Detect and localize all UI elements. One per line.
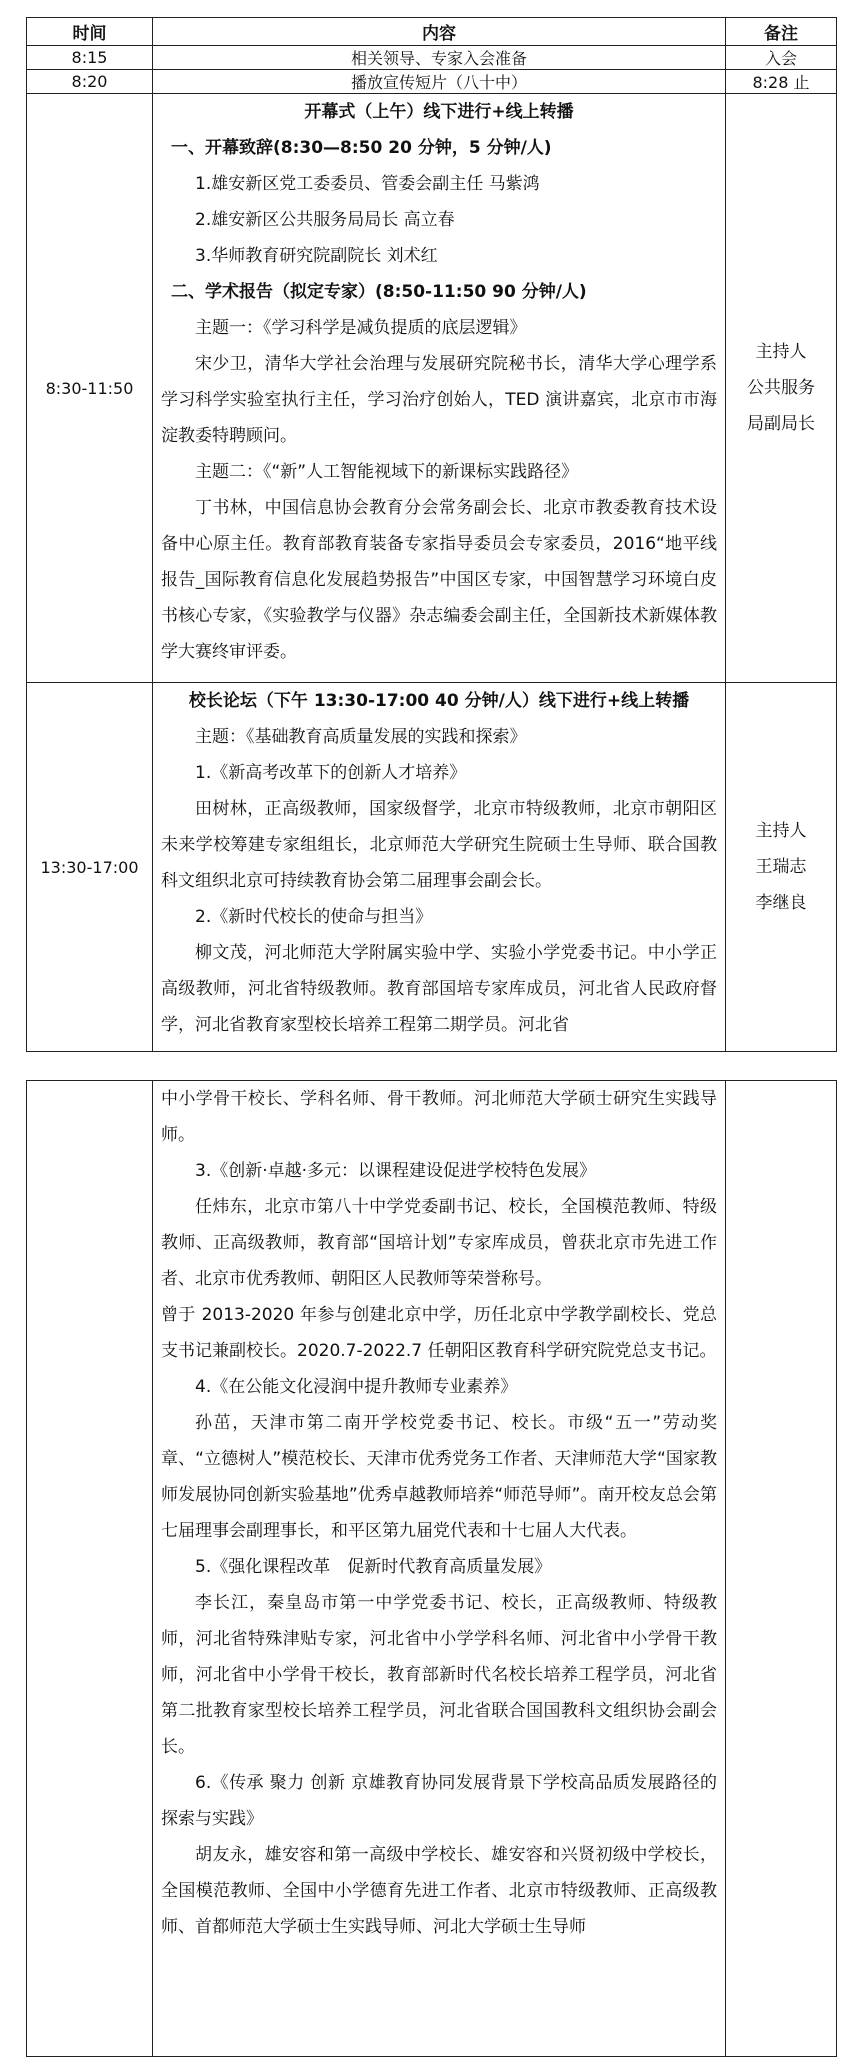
afternoon-content-continued	[153, 1081, 726, 2057]
speaker-bio: 李长江，秦皇岛市第一中学党委书记、校长，正高级教师、特级教师，河北省特殊津贴专家，河北省中小学学科名师、河北省中小学骨干教师，河北省中小学骨干校长，教育部新时代名校长培养工程学员，河北省第二批教育家型校长培养工程学员，河北省联合国国教科文组织协会副会长。	[161, 1593, 717, 1757]
speaker-bio: 宋少卫，清华大学社会治理与发展研究院秘书长，清华大学心理学系学习科学实验室执行主任，学习治疗创始人，TED 演讲嘉宾，北京市市海淀教委特聘顾问。	[161, 354, 717, 446]
row-note: 8:28 止	[726, 70, 837, 94]
topic-title: 4.《在公能文化浸润中提升教师专业素养》	[195, 1377, 518, 1397]
row-content: 播放宣传短片（八十中）	[153, 70, 726, 94]
row-time: 8:15	[27, 46, 153, 70]
speaker-item: 3.华师教育研究院副院长 刘术红	[195, 246, 438, 266]
speaker-item: 1.雄安新区党工委委员、管委会副主任 马紫鸿	[195, 174, 540, 194]
note-line: 主持人	[755, 821, 807, 841]
afternoon-note	[726, 683, 837, 1052]
speaker-bio: 胡友永，雄安容和第一高级中学校长、雄安容和兴贤初级中学校长，全国模范教师、全国中小学德育先进工作者、北京市特级教师、正高级教师、首都师范大学硕士生实践导师、河北大学硕士生导师	[161, 1845, 717, 1937]
academic-report-heading: 二、学术报告（拟定专家）(8:50-11:50 90 分钟/人)	[171, 282, 587, 302]
speaker-bio: 孙茁，天津市第二南开学校党委书记、校长。市级“五一”劳动奖章、“立德树人”模范校长、天津市优秀党务工作者、天津师范大学“国家教师发展协同创新实验基地”优秀卓越教师培养“师范导师”。南开校友总会第七届理事会副理事长，和平区第九届党代表和十七届人大代表。	[161, 1413, 717, 1541]
afternoon-row	[27, 683, 837, 1052]
topic-title: 6.《传承 聚力 创新 京雄教育协同发展背景下学校高品质发展路径的探索与实践》	[161, 1773, 717, 1829]
note-line: 李继良	[755, 893, 807, 913]
morning-note	[726, 94, 837, 683]
afternoon-content	[153, 683, 726, 1052]
speaker-bio: 曾于 2013-2020 年参与创建北京中学，历任北京中学教学副校长、党总支书记兼副校长。2020.7-2022.7 任朝阳区教育科学研究院党总支书记。	[161, 1305, 717, 1361]
opening-speech-heading: 一、开幕致辞(8:30—8:50 20 分钟，5 分钟/人)	[171, 138, 552, 158]
speaker-bio: 丁书林，中国信息协会教育分会常务副会长、北京市教委教育技术设备中心原主任。教育部教育装备专家指导委员会专家委员，2016“地平线报告_国际教育信息化发展趋势报告”中国区专家，中国智慧学习环境白皮书核心专家，《实验教学与仪器》杂志编委会副主任，全国新技术新媒体教学大赛终审评委。	[161, 498, 717, 662]
note-line: 公共服务	[747, 378, 815, 398]
speaker-item: 2.雄安新区公共服务局局长 高立春	[195, 210, 455, 230]
topic-title: 2.《新时代校长的使命与担当》	[195, 907, 433, 927]
header-note: 备注	[726, 18, 837, 46]
topic-title: 主题二：《“新”人工智能视域下的新课标实践路径》	[195, 462, 579, 482]
forum-theme: 主题：《基础教育高质量发展的实践和探索》	[195, 727, 527, 747]
empty-time-cell	[27, 1081, 153, 2057]
morning-title: 开幕式（上午）线下进行+线上转播	[304, 102, 574, 122]
schedule-table-continued	[26, 1080, 837, 2057]
note-line: 主持人	[755, 342, 807, 362]
note-line: 王瑞志	[755, 857, 807, 877]
speaker-bio: 任炜东，北京市第八十中学党委副书记、校长，全国模范教师、特级教师、正高级教师，教育部“国培计划”专家库成员，曾获北京市先进工作者、北京市优秀教师、朝阳区人民教师等荣誉称号。	[161, 1197, 717, 1289]
speaker-bio: 中小学骨干校长、学科名师、骨干教师。河北师范大学硕士研究生实践导师。	[161, 1089, 717, 1145]
table-row	[27, 46, 837, 70]
morning-time: 8:30-11:50	[27, 94, 153, 683]
afternoon-row-continued	[27, 1081, 837, 2057]
afternoon-title: 校长论坛（下午 13:30-17:00 40 分钟/人）线下进行+线上转播	[188, 691, 690, 711]
row-time: 8:20	[27, 70, 153, 94]
header-content: 内容	[153, 18, 726, 46]
topic-title: 5.《强化课程改革 促新时代教育高质量发展》	[195, 1557, 552, 1577]
row-note: 入会	[726, 46, 837, 70]
topic-title: 3.《创新·卓越·多元：以课程建设促进学校特色发展》	[195, 1161, 597, 1181]
morning-row	[27, 94, 837, 683]
speaker-bio: 田树林，正高级教师，国家级督学，北京市特级教师，北京市朝阳区未来学校筹建专家组组长，北京师范大学研究生院硕士生导师、联合国教科文组织北京可持续教育协会第二届理事会副会长。	[161, 799, 717, 891]
schedule-table	[26, 17, 837, 1052]
note-line: 局副局长	[747, 414, 815, 434]
header-row	[27, 18, 837, 46]
empty-note-cell	[726, 1081, 837, 2057]
header-time: 时间	[27, 18, 153, 46]
topic-title: 主题一：《学习科学是减负提质的底层逻辑》	[195, 318, 527, 338]
table-row	[27, 70, 837, 94]
speaker-bio: 柳文茂，河北师范大学附属实验中学、实验小学党委书记。中小学正高级教师，河北省特级教师。教育部国培专家库成员，河北省人民政府督学，河北省教育家型校长培养工程第二期学员。河北省	[161, 943, 717, 1035]
row-content: 相关领导、专家入会准备	[153, 46, 726, 70]
topic-title: 1.《新高考改革下的创新人才培养》	[195, 763, 467, 783]
morning-content	[153, 94, 726, 683]
afternoon-time: 13:30-17:00	[27, 683, 153, 1052]
